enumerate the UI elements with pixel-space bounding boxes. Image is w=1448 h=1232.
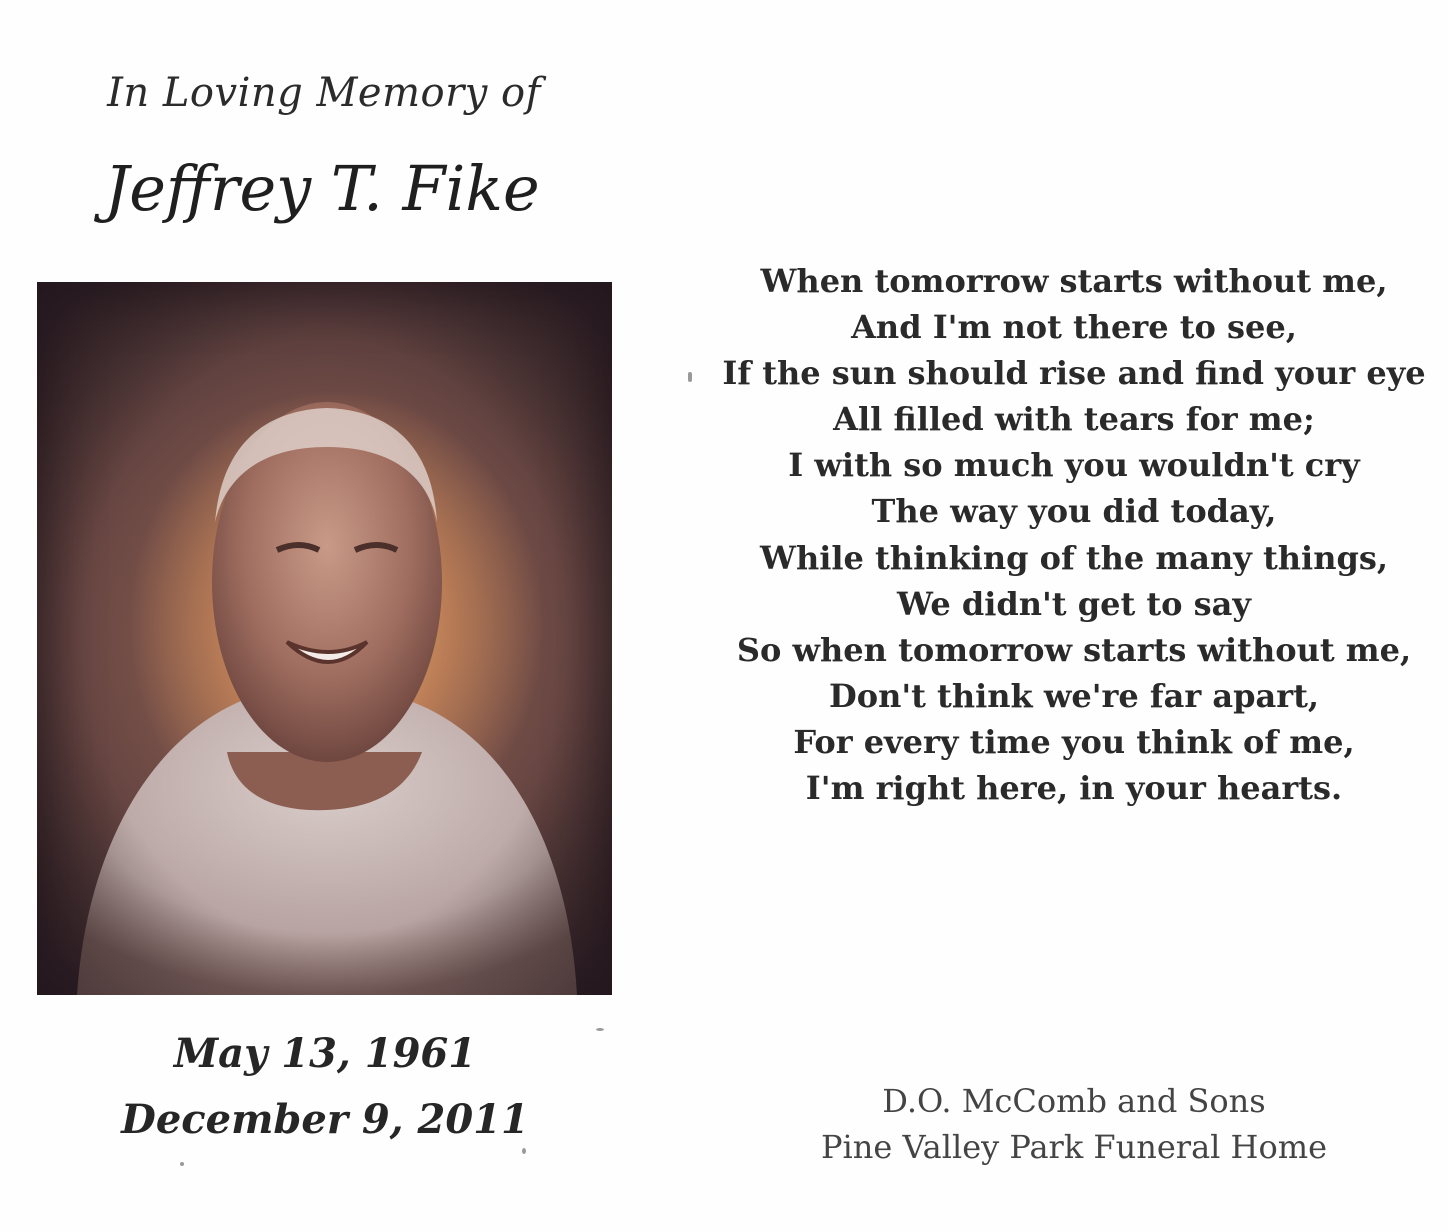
portrait-photo — [37, 282, 612, 995]
portrait-vignette — [37, 282, 612, 995]
poem-line: When tomorrow starts without me, — [760, 262, 1388, 300]
memorial-right-panel — [700, 0, 1448, 1232]
funeral-home-name: D.O. McComb and Sons — [882, 1082, 1266, 1120]
poem-line: We didn't get to say — [897, 584, 1251, 623]
memory-heading: In Loving Memory of — [107, 70, 541, 116]
poem-line: While thinking of the many things, — [760, 538, 1388, 577]
scan-speck — [596, 1028, 604, 1031]
deceased-name: Jeffrey T. Fike — [104, 152, 540, 225]
poem-line: And I'm not there to see, — [851, 308, 1297, 347]
death-date: December 9, 2011 — [121, 1096, 529, 1143]
scan-speck — [688, 372, 692, 382]
birth-date: May 13, 1961 — [173, 1030, 477, 1077]
poem — [700, 258, 1448, 811]
poem-line: Don't think we're far apart, — [828, 676, 1320, 715]
poem-line: I'm right here, in your hearts. — [805, 769, 1343, 808]
poem-line: I with so much you wouldn't cry — [788, 446, 1360, 485]
funeral-home-location: Pine Valley Park Funeral Home — [820, 1128, 1327, 1166]
poem-line: The way you did today, — [871, 492, 1277, 531]
poem-line: For every time you think of me, — [793, 722, 1355, 761]
poem-line: All filled with tears for me; — [833, 400, 1315, 439]
portrait-figure — [37, 282, 612, 995]
poem-line: If the sun should rise and find your eye — [722, 354, 1426, 393]
scan-speck — [180, 1162, 184, 1166]
scan-speck — [522, 1148, 526, 1154]
poem-line: So when tomorrow starts without me, — [736, 630, 1412, 669]
memorial-left-panel — [0, 0, 660, 1232]
